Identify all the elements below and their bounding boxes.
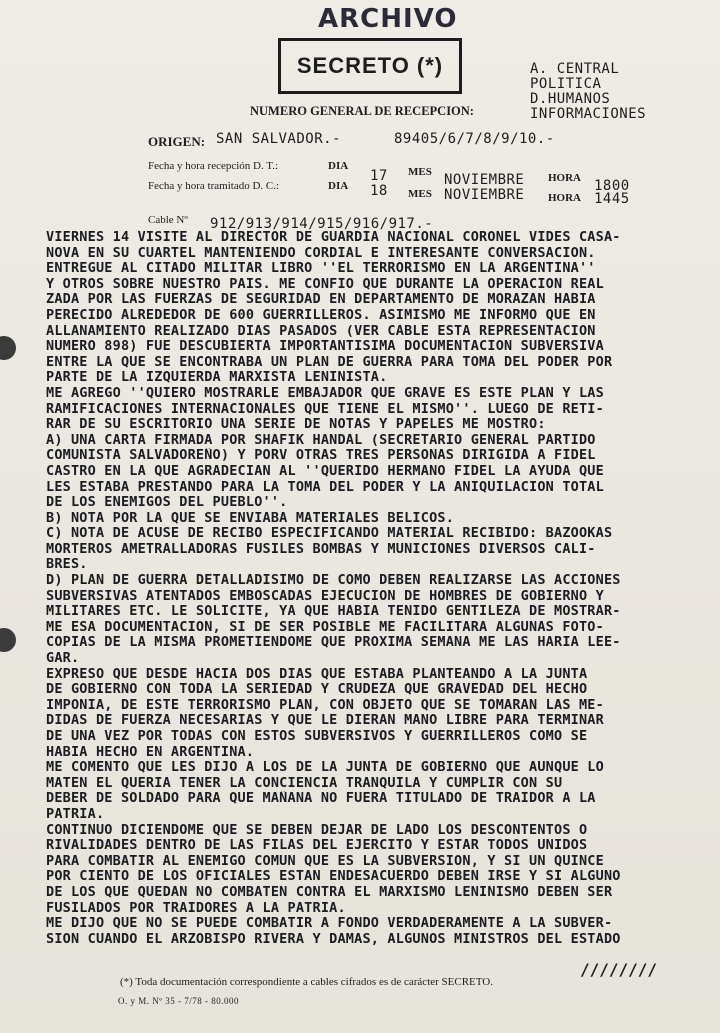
- distribution-item: POLITICA: [530, 76, 602, 92]
- distribution-list: [530, 62, 646, 122]
- body-line: C) NOTA DE ACUSE DE RECIBO ESPECIFICANDO MATERIAL RECIBIDO: BAZOOKAS: [46, 526, 613, 542]
- body-line: LES ESTABA PRESTANDO PARA LA TOMA DEL PODER Y LA ANIQUILACION TOTAL: [46, 479, 604, 495]
- recepcion-label: Fecha y hora recepción D. T.:: [148, 160, 279, 172]
- body-line: DE LOS ENEMIGOS DEL PUEBLO''.: [46, 495, 288, 511]
- body-line: MATEN EL QUERIA TENER LA CONCIENCIA TRANQUILA Y CUMPLIR CON SU: [46, 775, 563, 791]
- body-line: ME ESA DOCUMENTACION, SI DE SER POSIBLE ME FACILITARA ALGUNAS FOTO-: [46, 619, 604, 635]
- body-line: ENTREGUE AL CITADO MILITAR LIBRO ''EL TERRORISMO EN LA ARGENTINA'': [46, 261, 596, 277]
- body-line: MILITARES ETC. LE SOLICITE, YA QUE HABIA TENIDO GENTILEZA DE MOSTRAR-: [46, 604, 621, 620]
- recepcion-dia-label: DIA: [328, 160, 349, 172]
- body-line: RAR DE SU ESCRITORIO UNA SERIE DE NOTAS Y PAPELES ME MOSTRO:: [46, 417, 546, 433]
- body-line: EXPRESO QUE DESDE HACIA DOS DIAS QUE ESTABA PLANTEANDO A LA JUNTA: [46, 666, 588, 682]
- body-line: SUBVERSIVAS ATENTADOS EMBOSCADAS EJECUCION DE HOMBRES DE GOBIERNO Y: [46, 588, 604, 604]
- body-line: NUMERO 898) FUE DESCUBIERTA IMPORTANTISIMA DOCUMENTACION SUBVERSIVA: [46, 339, 604, 355]
- body-line: ME AGREGO ''QUIERO MOSTRARLE EMBAJADOR QUE GRAVE ES ESTE PLAN Y LAS: [46, 385, 604, 401]
- tramitado-mes-label: MES: [408, 188, 432, 200]
- recepcion-hora: 1800: [594, 178, 630, 194]
- body-line: COPIAS DE LA MISMA PROMETIENDOME QUE PROXIMA SEMANA ME LAS HARIA LEE-: [46, 635, 621, 651]
- body-line: ALLANAMIENTO REALIZADO DIAS PASADOS (VER CABLE ESTA REPRESENTACION: [46, 323, 596, 339]
- body-line: VIERNES 14 VISITE AL DIRECTOR DE GUARDIA NACIONAL CORONEL VIDES CASA-: [46, 230, 621, 245]
- origen-value: SAN SALVADOR.-: [216, 131, 342, 147]
- punch-hole-upper: [0, 336, 16, 360]
- recepcion-mes-label: MES: [408, 166, 432, 178]
- body-line: DIDAS DE FUERZA NECESARIAS Y QUE LE DIERAN MANO LIBRE PARA TERMINAR: [46, 713, 604, 729]
- body-line: ENTRE LA QUE SE ENCONTRABA UN PLAN DE GUERRA PARA TOMA DEL PODER POR: [46, 354, 613, 370]
- body-line: COMUNISTA SALVADOREÑO) Y PORV OTRAS TRES PERSONAS DIRIGIDA A FIDEL: [46, 448, 596, 464]
- body-line: POR CIENTO DE LOS OFICIALES ESTAN ENDESACUERDO DEBEN IRSE Y SI ALGUNO: [46, 869, 621, 885]
- body-line: B) NOTA POR LA QUE SE ENVIABA MATERIALES BELICOS.: [46, 510, 455, 526]
- classification-box: [278, 38, 462, 94]
- recepcion-mes: NOVIEMBRE: [444, 172, 525, 188]
- body-line: IMPONIA, DE ESTE TERRORISMO PLAN, CON OBJETO QUE SE TOMARAN LAS ME-: [46, 697, 604, 713]
- reception-number: 89405/6/7/8/9/10.-: [394, 131, 555, 147]
- cable-value: 912/913/914/915/916/917.-: [210, 216, 434, 232]
- punch-hole-lower: [0, 628, 16, 652]
- distribution-item: A. CENTRAL: [530, 61, 620, 77]
- body-line: BRES.: [46, 557, 88, 573]
- body-line: RIVALIDADES DENTRO DE LAS FILAS DEL EJERCITO Y ESTAR TODOS UNIDOS: [46, 838, 588, 854]
- classification-label: SECRETO (*): [296, 53, 444, 78]
- recepcion-dia: 17: [370, 168, 388, 184]
- body-line: PARA COMBATIR AL ENEMIGO COMUN QUE ES LA SUBVERSION, Y SI UN QUINCE: [46, 853, 604, 869]
- numero-general-label: NUMERO GENERAL DE RECEPCION:: [250, 104, 474, 118]
- body-line: PERECIDO ALREDEDOR DE 600 GUERRILLEROS. ASIMISMO ME INFORMO QUE EN: [46, 307, 596, 323]
- body-line: DE LOS QUE QUEDAN NO COMBATEN CONTRA EL MARXISMO LENINISMO DEBEN SER: [46, 884, 613, 900]
- origen-label: ORIGEN:: [148, 134, 206, 149]
- body-line: DE GOBIERNO CON TODA LA SERIEDAD Y CRUDEZA QUE GRAVEDAD DEL HECHO: [46, 682, 588, 698]
- body-line: CONTINUO DICIENDOME QUE SE DEBEN DEJAR DE LADO LOS DESCONTENTOS O: [46, 822, 588, 838]
- body-line: ME COMENTO QUE LES DIJO A LOS DE LA JUNTA DE GOBIERNO QUE AUNQUE LO: [46, 760, 604, 776]
- body-line: CASTRO EN LA QUE AGRADECIAN AL ''QUERIDO HERMANO FIDEL LA AYUDA QUE: [46, 463, 604, 479]
- tramitado-hora: 1445: [594, 191, 630, 207]
- body-line: Y OTROS SOBRE NUESTRO PAIS. ME CONFIO QUE DURANTE LA OPERACION REAL: [46, 276, 604, 292]
- body-line: D) PLAN DE GUERRA DETALLADISIMO DE COMO DEBEN REALIZARSE LAS ACCIONES: [46, 573, 621, 589]
- archivo-stamp: ARCHIVO: [318, 4, 458, 34]
- body-line: ZADA POR LAS FUERZAS DE SEGURIDAD EN DEPARTAMENTO DE MORAZAN HABIA: [46, 292, 596, 308]
- tramitado-dia: 18: [370, 183, 388, 199]
- body-line: PATRIA.: [46, 806, 105, 822]
- body-line: GAR.: [46, 651, 80, 667]
- body-line: NOVA EN SU CUARTEL MANTENIENDO CORDIAL E INTERESANTE CONVERSACION.: [46, 245, 596, 261]
- body-line: DEBER DE SOLDADO PARA QUE MAÑANA NO FUERA TITULADO DE TRAIDOR A LA: [46, 791, 596, 807]
- tramitado-hora-label: HORA: [548, 192, 581, 204]
- recepcion-hora-label: HORA: [548, 172, 581, 184]
- distribution-item: INFORMACIONES: [530, 106, 647, 122]
- end-slashes: ////////: [580, 960, 658, 979]
- tramitado-mes: NOVIEMBRE: [444, 187, 525, 203]
- print-code: O. y M. Nº 35 - 7/78 - 80.000: [118, 996, 240, 1006]
- body-line: DE UNA VEZ POR TODAS CON ESTOS SUBVERSIVOS Y GUERRILLEROS COMO SE: [46, 729, 588, 744]
- body-line: SION CUANDO EL ARZOBISPO RIVERA Y DAMAS, ALGUNOS MINISTROS DEL ESTADO: [46, 931, 621, 947]
- body-line: MORTEROS AMETRALLADORAS FUSILES BOMBAS Y MUNICIONES DIVERSOS CALI-: [46, 541, 596, 557]
- footnote: (*) Toda documentación correspondiente a cables cifrados es de carácter SECRETO.: [120, 976, 493, 988]
- distribution-item: D.HUMANOS: [530, 91, 611, 107]
- tramitado-label: Fecha y hora tramitado D. C.:: [148, 180, 280, 192]
- body-line: ME DIJO QUE NO SE PUEDE COMBATIR A FONDO VERDADERAMENTE A LA SUBVER-: [46, 916, 613, 932]
- cable-body: [46, 230, 686, 947]
- body-line: HABIA HECHO EN ARGENTINA.: [46, 744, 255, 760]
- tramitado-dia-label: DIA: [328, 180, 349, 192]
- body-line: A) UNA CARTA FIRMADA POR SHAFIK HANDAL (SECRETARIO GENERAL PARTIDO: [46, 432, 596, 448]
- body-line: RAMIFICACIONES INTERNACIONALES QUE TIENE EL MISMO''. LUEGO DE RETI-: [46, 401, 604, 417]
- body-line: PARTE DE LA IZQUIERDA MARXISTA LENINISTA.: [46, 370, 388, 386]
- cable-label: Cable Nº: [148, 214, 188, 226]
- body-line: FUSILADOS POR TRAIDORES A LA PATRIA.: [46, 900, 346, 916]
